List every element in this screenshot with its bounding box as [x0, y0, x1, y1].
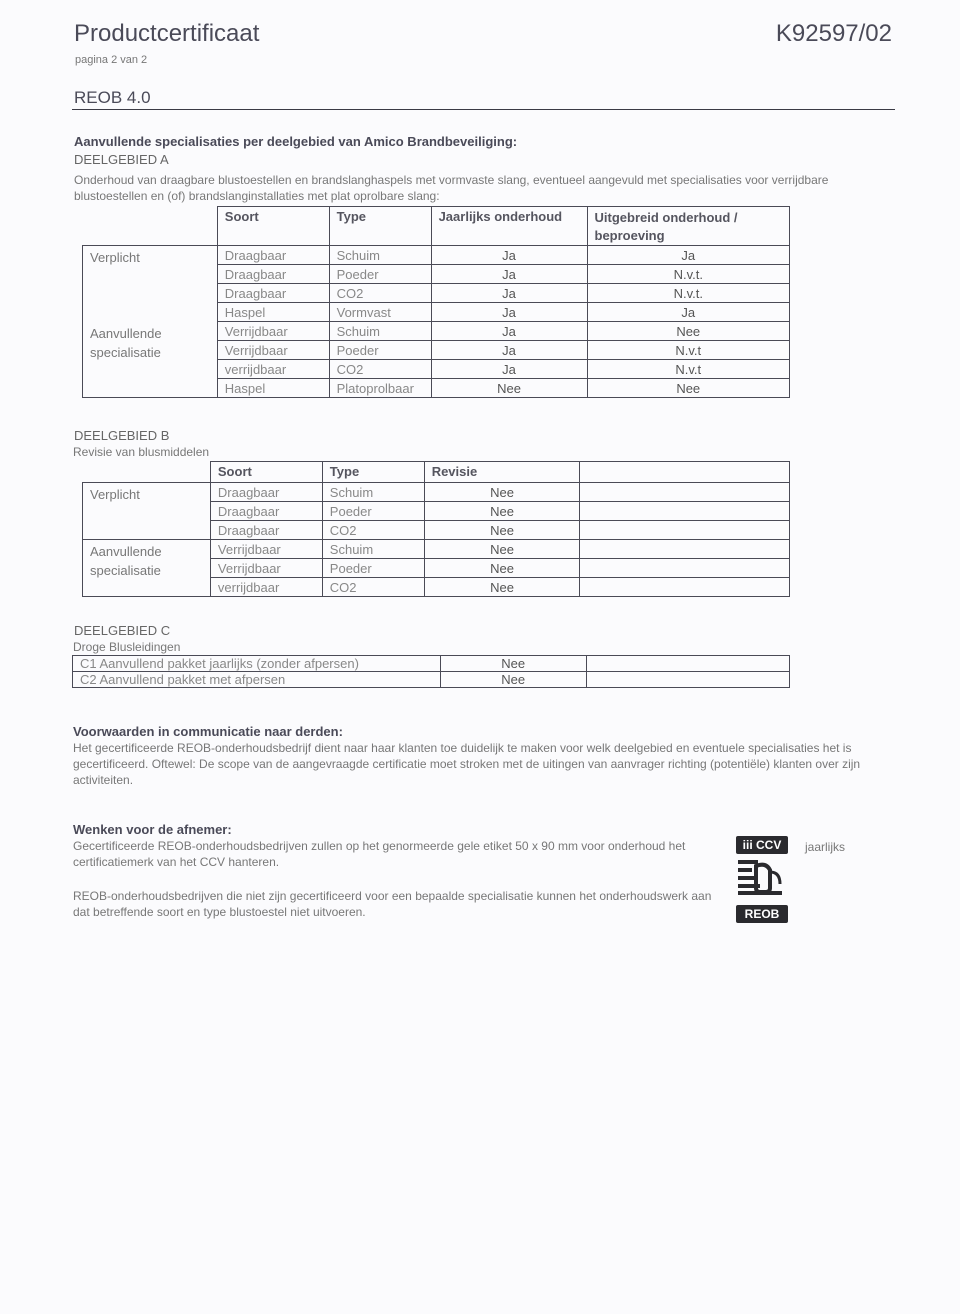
table-row — [83, 246, 790, 265]
table-header: Jaarlijks onderhoud — [431, 207, 587, 246]
table-cell — [586, 672, 790, 688]
certification-mark — [736, 836, 788, 923]
table-cell: Ja — [431, 284, 587, 303]
category-cell: Aanvullende specialisatie — [83, 322, 218, 398]
table-cell: Verrijdbaar — [217, 341, 329, 360]
table-header: Uitgebreid onderhoud / beproeving — [587, 207, 790, 246]
section-b-table — [82, 461, 790, 597]
category-cell: Aanvullende specialisatie — [83, 540, 211, 597]
page-title: Productcertificaat — [74, 20, 260, 47]
certificate-code: K92597/02 — [775, 20, 892, 47]
table-row — [73, 672, 790, 688]
table-cell: Ja — [587, 303, 790, 322]
tips-text-2: REOB-onderhoudsbedrijven die niet zijn gecertificeerd voor een bepaalde specialisatie kunnen het onderhoudswerk aan dat betreffende soort en type blustoestel niet uitvoeren. — [73, 889, 712, 919]
logo-caption: jaarlijks — [805, 840, 846, 854]
table-cell: Nee — [424, 559, 580, 578]
table-cell: Ja — [431, 303, 587, 322]
section-a-description: Onderhoud van draagbare blustoestellen en brandslanghaspels met vormvaste slang, eventueel aangevuld met specialisaties voor verrijdbare blustoestellen en (of) brandslanginstallaties met plat oprolbare slang: — [74, 173, 829, 203]
table-cell: Nee — [587, 322, 790, 341]
table-row — [83, 540, 790, 559]
section-b-description: Revisie van blusmiddelen — [73, 445, 210, 459]
category-cell: Verplicht — [83, 246, 218, 322]
table-cell: N.v.t. — [587, 284, 790, 303]
table-cell: Ja — [431, 360, 587, 379]
table-cell: Schuim — [322, 540, 424, 559]
table-cell: Nee — [431, 379, 587, 398]
table-cell — [586, 656, 790, 672]
section-c-table — [72, 655, 790, 688]
table-cell: Nee — [424, 578, 580, 597]
reob-logo: REOB — [736, 905, 788, 923]
table-cell: N.v.t — [587, 341, 790, 360]
table-cell: verrijdbaar — [217, 360, 329, 379]
table-cell — [580, 521, 790, 540]
table-cell: CO2 — [322, 521, 424, 540]
table-cell: Nee — [424, 540, 580, 559]
table-cell: verrijdbaar — [210, 578, 322, 597]
table-corner — [83, 207, 218, 246]
table-cell: Verrijdbaar — [210, 559, 322, 578]
table-cell: Draagbaar — [210, 521, 322, 540]
conditions-heading: Voorwaarden in communicatie naar derden: — [73, 724, 343, 739]
table-cell: Schuim — [322, 483, 424, 502]
table-cell: Nee — [424, 483, 580, 502]
table-cell: Nee — [440, 656, 586, 672]
table-cell — [580, 502, 790, 521]
section-a-table — [82, 206, 790, 398]
table-cell: C2 Aanvullend pakket met afpersen — [73, 672, 441, 688]
table-cell: Schuim — [329, 246, 431, 265]
table-cell: Poeder — [329, 341, 431, 360]
table-cell: Ja — [431, 265, 587, 284]
table-cell — [580, 540, 790, 559]
category-cell: Verplicht — [83, 483, 211, 540]
table-cell: C1 Aanvullend pakket jaarlijks (zonder afpersen) — [73, 656, 441, 672]
ccv-logo: iii CCV — [736, 836, 788, 854]
table-cell: CO2 — [329, 360, 431, 379]
extinguisher-icon — [736, 858, 788, 896]
table-header: Soort — [217, 207, 329, 246]
table-header: Revisie — [424, 462, 580, 483]
section-c-description: Droge Blusleidingen — [73, 640, 181, 654]
table-cell: Ja — [431, 341, 587, 360]
table-cell: N.v.t — [587, 360, 790, 379]
section-b-label: DEELGEBIED B — [74, 428, 170, 443]
intro-heading: Aanvullende specialisaties per deelgebied van Amico Brandbeveiliging: — [74, 134, 518, 149]
table-cell: Haspel — [217, 379, 329, 398]
table-cell: Poeder — [322, 559, 424, 578]
section-a-label: DEELGEBIED A — [74, 152, 169, 167]
table-cell: Draagbaar — [210, 502, 322, 521]
header-divider — [72, 109, 895, 110]
table-cell — [580, 578, 790, 597]
standard-label: REOB 4.0 — [74, 88, 151, 107]
table-row — [73, 656, 790, 672]
tips-text-1: Gecertificeerde REOB-onderhoudsbedrijven zullen op het genormeerde gele etiket 50 x 90 mm voor onderhoud het certificatiemerk van het CCV hanteren. — [73, 839, 686, 869]
table-header — [580, 462, 790, 483]
table-header: Type — [322, 462, 424, 483]
table-cell — [580, 559, 790, 578]
table-row — [83, 322, 790, 341]
table-cell: Nee — [440, 672, 586, 688]
table-cell: Haspel — [217, 303, 329, 322]
table-header: Soort — [210, 462, 322, 483]
table-cell: Ja — [431, 246, 587, 265]
table-cell: Platoprolbaar — [329, 379, 431, 398]
table-header: Type — [329, 207, 431, 246]
section-c-label: DEELGEBIED C — [74, 623, 171, 638]
table-cell: Nee — [424, 502, 580, 521]
table-cell: Nee — [424, 521, 580, 540]
table-cell: Draagbaar — [210, 483, 322, 502]
table-cell: Draagbaar — [217, 265, 329, 284]
table-cell: Schuim — [329, 322, 431, 341]
table-cell: Verrijdbaar — [210, 540, 322, 559]
table-row — [83, 483, 790, 502]
tips-heading: Wenken voor de afnemer: — [73, 822, 232, 837]
table-cell: Draagbaar — [217, 284, 329, 303]
table-corner — [83, 462, 211, 483]
table-cell: Draagbaar — [217, 246, 329, 265]
table-cell: Verrijdbaar — [217, 322, 329, 341]
table-cell — [580, 483, 790, 502]
page-number: pagina 2 van 2 — [75, 54, 148, 66]
table-cell: CO2 — [329, 284, 431, 303]
table-cell: Vormvast — [329, 303, 431, 322]
table-cell: N.v.t. — [587, 265, 790, 284]
table-cell: Ja — [431, 322, 587, 341]
conditions-text: Het gecertificeerde REOB-onderhoudsbedrijf dient naar haar klanten toe duidelijk te maken voor welk deelgebied en eventuele specialisaties het is gecertificeerd. Oftewel: De scope van de aangevraagde certificatie moet stroken met de uitingen van aanvrager richting (potentiële) klanten over zijn activiteiten. — [73, 741, 861, 787]
table-cell: Poeder — [329, 265, 431, 284]
table-cell: Poeder — [322, 502, 424, 521]
table-cell: Ja — [587, 246, 790, 265]
table-cell: Nee — [587, 379, 790, 398]
table-cell: CO2 — [322, 578, 424, 597]
